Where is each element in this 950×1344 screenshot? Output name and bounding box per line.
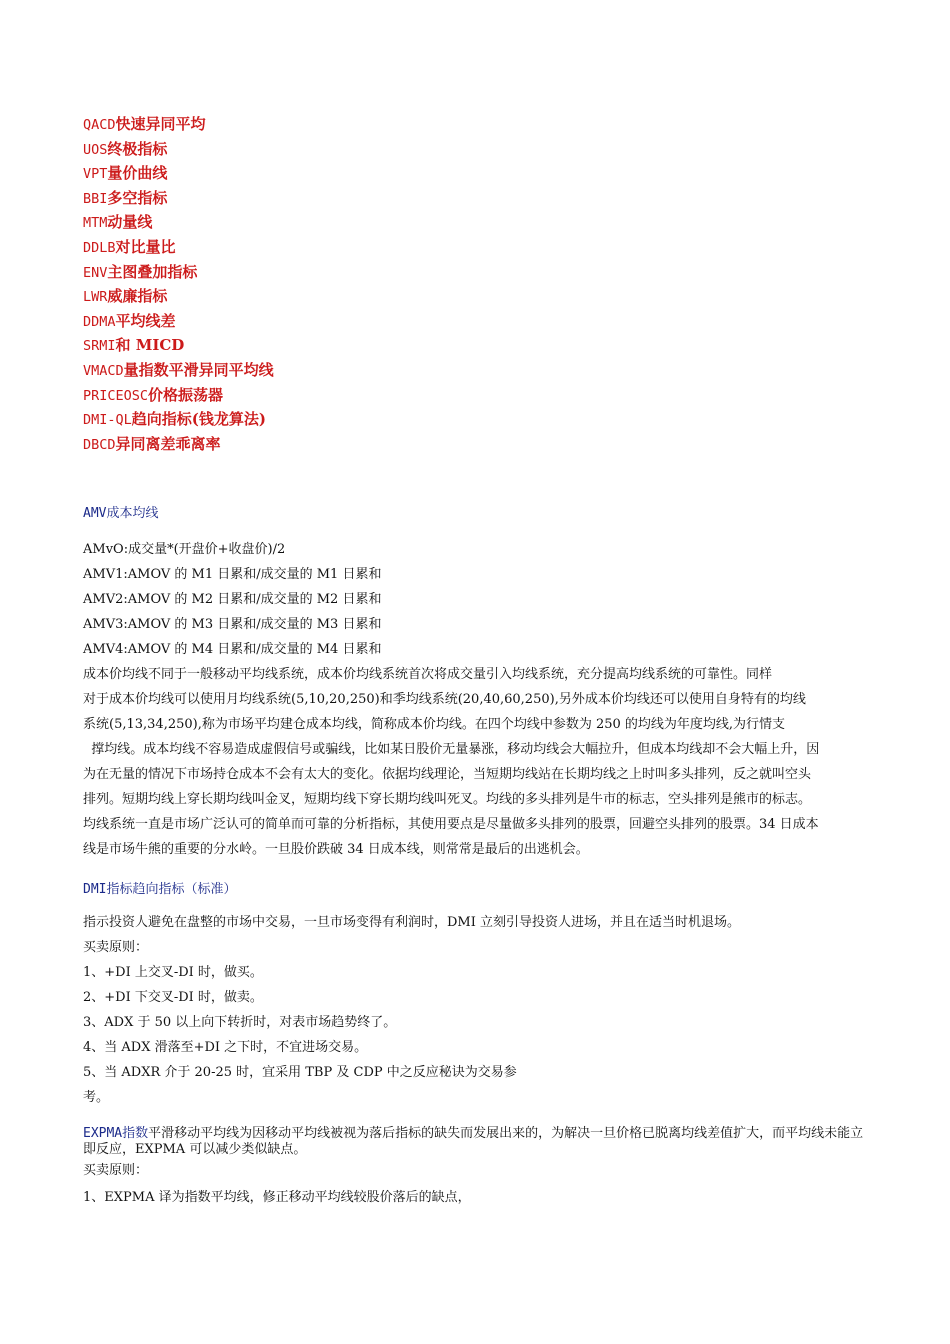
dmi-section-body (83, 910, 873, 1110)
amv-paragraph-line: 线是市场牛熊的重要的分水岭。一旦股价跌破 34 日成本线，则常常是最后的出逃机会。 (83, 842, 589, 857)
expma-line: 买卖原则： (83, 1163, 149, 1178)
index-item[interactable]: PRICEOSC价格振荡器 (83, 385, 224, 404)
index-item[interactable]: DDMA平均线差 (83, 311, 176, 330)
dmi-line: 买卖原则： (83, 940, 149, 955)
amv-paragraph-line: 系统(5,13,34,250),称为市场平均建仓成本均线，简称成本价均线。在四个均线中参数为 250 的均线为年度均线,为行情支 (83, 717, 786, 732)
amv-paragraph-line: 撑均线。成本均线不容易造成虚假信号或骗线，比如某日股价无量暴涨，移动均线会大幅拉升，但成本均线却不会大幅上升，因 (83, 742, 820, 757)
expma-section (83, 1126, 873, 1210)
dmi-line: 1、+DI 上交叉-DI 时，做买。 (83, 965, 263, 980)
index-item[interactable]: QACD快速异同平均 (83, 115, 206, 133)
amv-formula: AMV4:AMOV 的 M4 日累和/成交量的 M4 日累和 (83, 642, 382, 657)
amv-formula: AMV2:AMOV 的 M2 日累和/成交量的 M2 日累和 (83, 592, 382, 607)
index-item[interactable]: SRMI和 MICD (83, 336, 185, 355)
amv-formula: AMV1:AMOV 的 M1 日累和/成交量的 M1 日累和 (83, 567, 382, 582)
amv-paragraph-line: 排列。短期均线上穿长期均线叫金叉，短期均线下穿长期均线叫死叉。均线的多头排列是牛市的标志，空头排列是熊市的标志。 (83, 792, 812, 807)
dmi-line: 4、当 ADX 滑落至+DI 之下时，不宜进场交易。 (83, 1040, 368, 1055)
dmi-line: 指示投资人避免在盘整的市场中交易，一旦市场变得有利润时，DMI 立刻引导投资人进场，并且在适当时机退场。 (83, 915, 741, 930)
index-item[interactable]: LWR威廉指标 (83, 287, 168, 306)
expma-line: 1、EXPMA 译为指数平均线，修正移动平均线较股价落后的缺点， (83, 1190, 471, 1205)
amv-paragraph-line: 成本价均线不同于一般移动平均线系统，成本价均线系统首次将成交量引入均线系统，充分提高均线系统的可靠性。同样 (83, 667, 773, 682)
index-item[interactable]: BBI多空指标 (83, 188, 168, 207)
amv-formula: AMvO:成交量*(开盘价+收盘价)/2 (83, 542, 286, 557)
index-item[interactable]: DBCD异同离差乖离率 (83, 434, 221, 453)
amv-section-body (83, 537, 873, 862)
expma-intro: EXPMA指数平滑移动平均线为因移动平均线被视为落后指标的缺失而发展出来的，为解决一旦价格已脱离均线差值扩大，而平均线未能立即反应，EXPMA 可以减少类似缺点。 (83, 1126, 864, 1157)
index-item[interactable]: DMI-QL趋向指标(钱龙算法) (83, 410, 266, 429)
index-item[interactable]: MTM动量线 (83, 213, 153, 232)
dmi-line: 5、当 ADXR 介于 20-25 时，宜采用 TBP 及 CDP 中之反应秘诀为交易参 (83, 1065, 517, 1080)
amv-formula: AMV3:AMOV 的 M3 日累和/成交量的 M3 日累和 (83, 617, 382, 632)
amv-paragraph-line: 为在无量的情况下市场持仓成本不会有太大的变化。依据均线理论，当短期均线站在长期均线之上时叫多头排列，反之就叫空头 (83, 767, 812, 782)
dmi-line: 3、ADX 于 50 以上向下转折时，对表市场趋势终了。 (83, 1015, 397, 1030)
indicator-index-list (83, 112, 873, 456)
document-page (83, 112, 873, 1205)
index-item[interactable]: UOS终极指标 (83, 139, 168, 158)
dmi-line: 2、+DI 下交叉-DI 时，做卖。 (83, 990, 263, 1005)
index-item[interactable]: DDLB对比量比 (83, 237, 176, 256)
index-item[interactable]: ENV主图叠加指标 (83, 262, 198, 281)
expma-section-title: EXPMA指数 (83, 1126, 149, 1141)
amv-paragraph-line: 对于成本价均线可以使用月均线系统(5,10,20,250)和季均线系统(20,40,60,250),另外成本价均线还可以使用自身特有的均线 (83, 692, 806, 707)
amv-paragraph-line: 均线系统一直是市场广泛认可的简单而可靠的分析指标，其使用要点是尽量做多头排列的股票，回避空头排列的股票。34 日成本 (83, 817, 819, 832)
dmi-section-title: DMI指标趋向指标（标准） (83, 882, 237, 897)
amv-section-title: AMV成本均线 (83, 506, 159, 521)
index-item[interactable]: VPT量价曲线 (83, 164, 168, 183)
dmi-line: 考。 (83, 1090, 110, 1105)
index-item[interactable]: VMACD量指数平滑异同平均线 (83, 360, 274, 379)
